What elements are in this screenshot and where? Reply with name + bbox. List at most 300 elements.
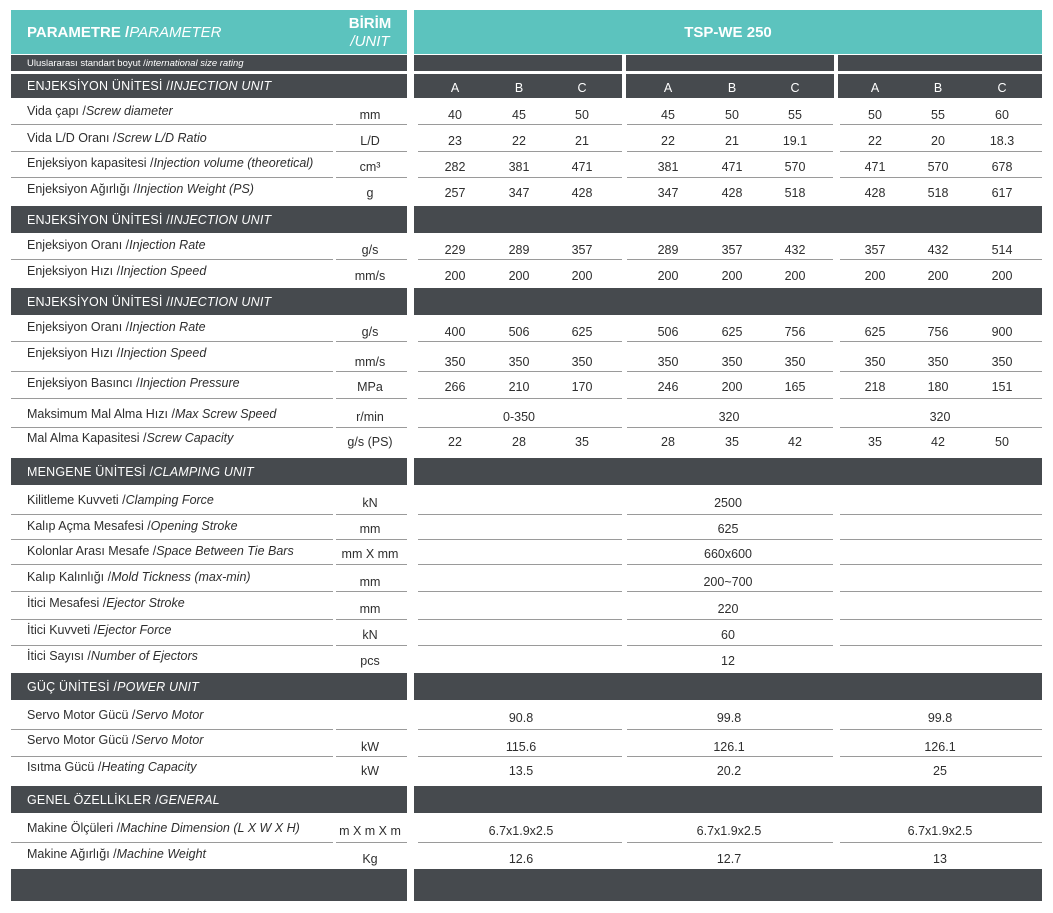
row-divider [840, 177, 1042, 178]
row-divider [627, 177, 833, 178]
param-label-en: Injection volume (theoretical) [153, 156, 314, 170]
value-cell: 19.1 [782, 134, 808, 148]
value-cell: 625 [864, 325, 886, 339]
subtitle-bar-right-1 [414, 55, 622, 71]
value-cell: 218 [864, 380, 886, 394]
row-divider [11, 259, 333, 260]
row-divider [336, 619, 407, 620]
unit-max-screw-speed: r/min [356, 410, 384, 424]
row-divider [11, 564, 333, 565]
group-value-cell: 320 [718, 410, 740, 424]
row-divider [336, 645, 407, 646]
section-injection-unit-2 [11, 206, 407, 233]
value-cell: 756 [784, 325, 806, 339]
unit-ejector-stroke: mm [359, 602, 381, 616]
shared-value-cell: 60 [721, 628, 735, 642]
row-divider [840, 151, 1042, 152]
param-label-en: Servo Motor [135, 708, 204, 722]
row-divider [336, 539, 407, 540]
param-label-en: Number of Ejectors [90, 649, 198, 663]
row-divider [11, 427, 333, 428]
row-divider [336, 842, 407, 843]
param-label-tr: Makine Ağırlığı / [27, 847, 117, 861]
param-label-en: Injection Weight (PS) [136, 182, 254, 196]
row-divider [418, 259, 622, 260]
value-cell: 40 [448, 108, 462, 122]
row-divider [627, 514, 833, 515]
unit-header-en: /UNIT [350, 33, 390, 50]
param-label-en: Max Screw Speed [174, 407, 277, 421]
value-cell: 357 [721, 243, 743, 257]
value-cell: 28 [661, 435, 675, 449]
value-cell: 347 [508, 186, 530, 200]
value-cell: 200 [991, 269, 1013, 283]
value-cell: 28 [512, 435, 526, 449]
section-injection-unit-1 [11, 74, 407, 98]
row-divider [418, 645, 622, 646]
shared-value-cell: 200~700 [703, 575, 753, 589]
param-label-servo1 [11, 706, 333, 724]
section-label-tr: ENJEKSİYON ÜNİTESİ / [27, 212, 170, 227]
row-divider [627, 564, 833, 565]
value-cell: 200 [864, 269, 886, 283]
model-name: TSP-WE 250 [684, 23, 772, 41]
value-cell: 200 [444, 269, 466, 283]
value-cell: 350 [657, 355, 679, 369]
section-power-unit [11, 673, 407, 700]
row-divider [11, 341, 333, 342]
param-label-en: Heating Capacity [101, 760, 197, 774]
unit-tie-bars: mm X mm [341, 547, 399, 561]
value-cell: 428 [864, 186, 886, 200]
row-divider [840, 591, 1042, 592]
row-divider [418, 619, 622, 620]
group-value-cell: 6.7x1.9x2.5 [488, 824, 554, 838]
param-label-tr: Servo Motor Gücü / [27, 708, 136, 722]
unit-header-tr: BİRİM [348, 15, 392, 32]
value-cell: 506 [657, 325, 679, 339]
param-label-tr: İtici Sayısı / [27, 649, 91, 663]
row-divider [11, 514, 333, 515]
value-cell: 570 [927, 160, 949, 174]
row-divider [11, 151, 333, 152]
row-divider [11, 842, 333, 843]
param-label-en: Space Between Tie Bars [156, 544, 294, 558]
col-label-a1: A [450, 81, 460, 95]
param-label-inj-speed1 [11, 262, 333, 280]
param-label-en: Injection Rate [129, 320, 206, 334]
param-label-screw-ld [11, 129, 333, 147]
row-divider [336, 514, 407, 515]
row-divider [418, 564, 622, 565]
value-cell: 200 [508, 269, 530, 283]
value-cell: 257 [444, 186, 466, 200]
param-label-tr: Servo Motor Gücü / [27, 733, 136, 747]
col-label-c3: C [997, 81, 1007, 95]
value-cell: 200 [721, 269, 743, 283]
group-value-cell: 25 [933, 764, 947, 778]
section-label-tr: ENJEKSİYON ÜNİTESİ / [27, 294, 170, 309]
param-label-en: Screw diameter [85, 104, 173, 118]
param-label-tr: Enjeksiyon Basıncı / [27, 376, 140, 390]
value-cell: 21 [725, 134, 739, 148]
param-label-en: Servo Motor [135, 733, 204, 747]
unit-screw-ld: L/D [360, 134, 380, 148]
section-label-en: POWER UNIT [117, 679, 199, 694]
param-label-en: Injection Speed [120, 264, 207, 278]
section-clamping-unit [11, 458, 407, 485]
param-label-max-screw-speed [11, 405, 333, 423]
param-label-mold-thickness [11, 568, 333, 586]
value-cell: 35 [725, 435, 739, 449]
row-divider [627, 842, 833, 843]
col-label-b1: B [514, 81, 524, 95]
row-divider [627, 398, 833, 399]
value-cell: 350 [571, 355, 593, 369]
value-cell: 21 [575, 134, 589, 148]
param-label-tr: Enjeksiyon Oranı / [27, 320, 130, 334]
param-label-tie-bars [11, 542, 333, 560]
param-label-tr: Kalıp Kalınlığı / [27, 570, 112, 584]
group-value-cell: 320 [929, 410, 951, 424]
value-cell: 471 [721, 160, 743, 174]
group-value-cell: 115.6 [505, 740, 537, 754]
row-divider [418, 398, 622, 399]
row-divider [418, 591, 622, 592]
value-cell: 381 [508, 160, 530, 174]
param-label-weight [11, 845, 333, 863]
row-divider [336, 427, 407, 428]
unit-inj-rate1: g/s [361, 243, 379, 257]
param-label-en: Injection Pressure [139, 376, 240, 390]
unit-inj-speed1: mm/s [354, 269, 386, 283]
footer-bar-left [11, 869, 407, 901]
value-cell: 50 [575, 108, 589, 122]
subtitle-bar-right-2 [626, 55, 834, 71]
shared-value-cell: 2500 [714, 496, 742, 510]
value-cell: 165 [784, 380, 806, 394]
row-divider [627, 259, 833, 260]
row-divider [11, 645, 333, 646]
row-divider [336, 591, 407, 592]
param-label-inj-speed2 [11, 344, 333, 362]
row-divider [418, 371, 622, 372]
value-cell: 350 [721, 355, 743, 369]
row-divider [840, 514, 1042, 515]
value-cell: 900 [991, 325, 1013, 339]
parameter-header-tr: PARAMETRE / [27, 23, 130, 41]
group-value-cell: 6.7x1.9x2.5 [907, 824, 973, 838]
row-divider [418, 177, 622, 178]
param-label-inj-rate2 [11, 318, 333, 336]
row-divider [418, 539, 622, 540]
group-value-cell: 12.6 [508, 852, 534, 866]
shared-value-cell: 625 [717, 522, 739, 536]
value-cell: 518 [927, 186, 949, 200]
param-label-tr: Kolonlar Arası Mesafe / [27, 544, 157, 558]
unit-inj-rate2: g/s [361, 325, 379, 339]
param-label-tr: Makine Ölçüleri / [27, 821, 121, 835]
value-cell: 23 [448, 134, 462, 148]
row-divider [627, 151, 833, 152]
row-divider [627, 427, 833, 428]
unit-heating: kW [360, 764, 380, 778]
value-cell: 617 [991, 186, 1013, 200]
group-value-cell: 0-350 [503, 410, 535, 424]
value-cell: 756 [927, 325, 949, 339]
param-label-en: Injection Rate [129, 238, 206, 252]
param-label-ejector-stroke [11, 594, 333, 612]
param-label-opening-stroke [11, 517, 333, 535]
section-bar-right [414, 288, 1042, 315]
row-divider [840, 371, 1042, 372]
section-label-tr: MENGENE ÜNİTESİ / [27, 464, 154, 479]
row-divider [336, 729, 407, 730]
param-label-ejector-force [11, 621, 333, 639]
value-cell: 200 [784, 269, 806, 283]
row-divider [418, 151, 622, 152]
section-label-tr: GÜÇ ÜNİTESİ / [27, 679, 118, 694]
param-label-screw-capacity [11, 429, 333, 447]
param-label-tr: Maksimum Mal Alma Hızı / [27, 407, 175, 421]
col-label-a3: A [870, 81, 880, 95]
value-cell: 180 [927, 380, 949, 394]
value-cell: 432 [927, 243, 949, 257]
value-cell: 289 [508, 243, 530, 257]
section-label-en: GENERAL [158, 792, 220, 807]
value-cell: 60 [995, 108, 1009, 122]
group-value-cell: 99.8 [927, 711, 953, 725]
param-label-screw-diameter [11, 102, 333, 120]
row-divider [627, 341, 833, 342]
row-divider [418, 729, 622, 730]
value-cell: 428 [571, 186, 593, 200]
unit-inj-volume: cm³ [359, 160, 381, 174]
row-divider [336, 756, 407, 757]
value-cell: 282 [444, 160, 466, 174]
value-cell: 381 [657, 160, 679, 174]
value-cell: 45 [661, 108, 675, 122]
param-label-inj-weight [11, 180, 333, 198]
unit-weight: Kg [362, 852, 378, 866]
unit-screw-capacity: g/s (PS) [347, 435, 393, 449]
unit-dimension: m X m X m [339, 824, 401, 838]
row-divider [840, 756, 1042, 757]
unit-mold-thickness: mm [359, 575, 381, 589]
param-label-heating [11, 758, 333, 776]
row-divider [11, 539, 333, 540]
param-label-tr: Enjeksiyon Hızı / [27, 346, 121, 360]
value-cell: 200 [721, 380, 743, 394]
value-cell: 22 [512, 134, 526, 148]
param-label-tr: Enjeksiyon kapasitesi / [27, 156, 154, 170]
value-cell: 518 [784, 186, 806, 200]
group-value-cell: 20.2 [716, 764, 742, 778]
value-cell: 200 [927, 269, 949, 283]
param-label-en: Machine Weight [116, 847, 207, 861]
value-cell: 35 [868, 435, 882, 449]
param-label-servo2 [11, 731, 333, 749]
row-divider [840, 259, 1042, 260]
section-bar-right [414, 673, 1042, 700]
section-bar-right [414, 786, 1042, 813]
row-divider [627, 619, 833, 620]
row-divider [627, 645, 833, 646]
shared-value-cell: 660x600 [704, 547, 752, 561]
row-divider [418, 124, 622, 125]
section-label-en: INJECTION UNIT [169, 212, 272, 227]
value-cell: 22 [448, 435, 462, 449]
param-label-ejector-count [11, 647, 333, 665]
value-cell: 55 [788, 108, 802, 122]
row-divider [840, 619, 1042, 620]
value-cell: 22 [868, 134, 882, 148]
subtitle-en: international size rating [145, 57, 244, 69]
value-cell: 514 [991, 243, 1013, 257]
row-divider [336, 259, 407, 260]
param-label-en: Screw Capacity [146, 431, 234, 445]
value-cell: 22 [661, 134, 675, 148]
value-cell: 42 [931, 435, 945, 449]
section-bar-right [414, 206, 1042, 233]
footer-bar-right [414, 869, 1042, 901]
unit-inj-weight: g [366, 186, 374, 200]
parameter-header-en: PARAMETER [129, 23, 222, 41]
group-value-cell: 99.8 [716, 711, 742, 725]
value-cell: 50 [995, 435, 1009, 449]
row-divider [840, 645, 1042, 646]
value-cell: 246 [657, 380, 679, 394]
param-label-tr: Kalıp Açma Mesafesi / [27, 519, 151, 533]
param-label-en: Injection Speed [120, 346, 207, 360]
param-label-en: Screw L/D Ratio [116, 131, 207, 145]
param-label-inj-pressure [11, 374, 333, 392]
group-value-cell: 126.1 [924, 740, 956, 754]
value-cell: 42 [788, 435, 802, 449]
row-divider [11, 756, 333, 757]
row-divider [418, 842, 622, 843]
value-cell: 506 [508, 325, 530, 339]
col-label-b2: B [727, 81, 737, 95]
value-cell: 170 [571, 380, 593, 394]
shared-value-cell: 220 [717, 602, 739, 616]
row-divider [840, 842, 1042, 843]
row-divider [840, 564, 1042, 565]
subtitle-tr: Uluslararası standart boyut / [27, 57, 146, 69]
unit-servo2: kW [360, 740, 380, 754]
unit-screw-diameter: mm [359, 108, 381, 122]
value-cell: 55 [931, 108, 945, 122]
col-label-a2: A [663, 81, 673, 95]
value-cell: 428 [721, 186, 743, 200]
value-cell: 20 [931, 134, 945, 148]
value-cell: 350 [864, 355, 886, 369]
row-divider [11, 124, 333, 125]
row-divider [336, 124, 407, 125]
value-cell: 151 [991, 380, 1013, 394]
row-divider [418, 427, 622, 428]
group-value-cell: 12.7 [716, 852, 742, 866]
row-divider [336, 151, 407, 152]
row-divider [336, 341, 407, 342]
param-label-clamping-force [11, 491, 333, 509]
parameter-header [11, 10, 333, 54]
value-cell: 200 [571, 269, 593, 283]
param-label-en: Clamping Force [125, 493, 214, 507]
group-value-cell: 6.7x1.9x2.5 [696, 824, 762, 838]
value-cell: 625 [721, 325, 743, 339]
row-divider [627, 591, 833, 592]
value-cell: 350 [444, 355, 466, 369]
section-bar-right [414, 458, 1042, 485]
row-divider [11, 371, 333, 372]
model-header [414, 10, 1042, 54]
value-cell: 50 [725, 108, 739, 122]
unit-clamping-force: kN [362, 496, 378, 510]
param-label-tr: İtici Mesafesi / [27, 596, 107, 610]
value-cell: 18.3 [989, 134, 1015, 148]
unit-inj-pressure: MPa [357, 380, 383, 394]
row-divider [627, 756, 833, 757]
unit-inj-speed2: mm/s [354, 355, 386, 369]
param-label-en: Ejector Stroke [106, 596, 185, 610]
subtitle-bar-right-3 [838, 55, 1042, 71]
unit-servo1 [333, 709, 407, 727]
section-label-en: CLAMPING UNIT [153, 464, 254, 479]
value-cell: 347 [657, 186, 679, 200]
value-cell: 50 [868, 108, 882, 122]
value-cell: 35 [575, 435, 589, 449]
group-value-cell: 13.5 [508, 764, 534, 778]
value-cell: 678 [991, 160, 1013, 174]
param-label-tr: Kilitleme Kuvveti / [27, 493, 126, 507]
value-cell: 471 [864, 160, 886, 174]
row-divider [11, 177, 333, 178]
value-cell: 350 [991, 355, 1013, 369]
value-cell: 570 [784, 160, 806, 174]
row-divider [840, 427, 1042, 428]
group-value-cell: 90.8 [508, 711, 534, 725]
row-divider [11, 591, 333, 592]
param-label-en: Ejector Force [97, 623, 172, 637]
row-divider [418, 341, 622, 342]
value-cell: 350 [508, 355, 530, 369]
value-cell: 471 [571, 160, 593, 174]
param-label-tr: Isıtma Gücü / [27, 760, 102, 774]
group-value-cell: 13 [933, 852, 947, 866]
param-label-tr: Vida çapı / [27, 104, 86, 118]
value-cell: 350 [927, 355, 949, 369]
param-label-inj-volume [11, 154, 333, 172]
row-divider [627, 371, 833, 372]
param-label-en: Mold Tickness (max-min) [111, 570, 251, 584]
value-cell: 200 [657, 269, 679, 283]
value-cell: 350 [784, 355, 806, 369]
unit-opening-stroke: mm [359, 522, 381, 536]
row-divider [840, 398, 1042, 399]
param-label-dimension [11, 819, 333, 837]
section-label-tr: ENJEKSİYON ÜNİTESİ / [27, 79, 170, 93]
param-label-tr: Enjeksiyon Hızı / [27, 264, 121, 278]
row-divider [840, 539, 1042, 540]
col-label-c1: C [577, 81, 587, 95]
param-label-tr: Enjeksiyon Oranı / [27, 238, 130, 252]
section-label-tr: GENEL ÖZELLİKLER / [27, 792, 159, 807]
param-label-inj-rate1 [11, 236, 333, 254]
col-label-c2: C [790, 81, 800, 95]
row-divider [627, 124, 833, 125]
row-divider [418, 756, 622, 757]
